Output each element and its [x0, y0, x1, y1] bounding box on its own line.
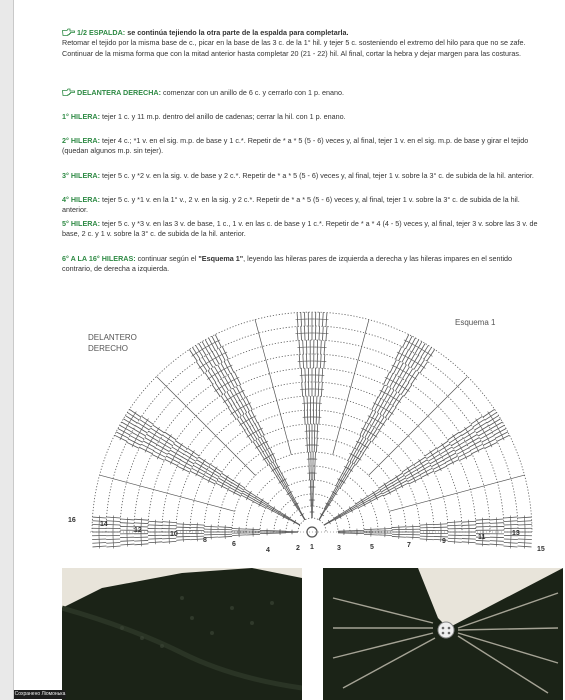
paragraph: comenzar con un anillo de 6 c. y cerrarlo con 1 p. enano. [161, 88, 344, 97]
row-number: 13 [512, 530, 520, 537]
row-instruction [62, 195, 542, 216]
garment-photo-left [62, 568, 302, 700]
section-espalda [62, 28, 542, 59]
row-number: 16 [68, 517, 76, 524]
row-number: 3 [337, 545, 341, 552]
row-number: 11 [478, 534, 486, 541]
paragraph: Continuar de la misma forma que con la mitad anterior hasta completar 20 (21 - 22) hil. Al final, cortar la hebra y dejar margen para las costuras. [62, 48, 522, 58]
section-heading: 1/2 ESPALDA: [77, 28, 126, 37]
row-label: 1° HILERA: [62, 112, 101, 121]
section-heading-rest: se continúa tejiendo la otra parte de la espalda para completarla. [125, 28, 349, 37]
row-number: 14 [100, 521, 108, 528]
pointing-hand-icon [62, 28, 75, 36]
row-text: , leyendo las hileras pares de izquierda a derecha y las hileras impares en el sentido contrario, de derecha a izquierda. [62, 254, 513, 274]
row-number: 1 [310, 544, 314, 551]
row-text: tejer 1 c. y 11 m.p. dentro del anillo de cadenas; cerrar la hil. con 1 p. enano. [100, 112, 346, 121]
row-number: 6 [232, 541, 236, 548]
row-label: 5° HILERA: [62, 219, 101, 228]
row-text: tejer 4 c.; *1 v. en el sig. m.p. de base y 1 c.*. Repetir de * a * 5 (5 - 6) veces y, al final, tejer 1 v. en el sig. m.p. de base y girar el tejido (quedan algunos m.p. sin tejer). [62, 136, 529, 156]
row-text: tejer 5 c. y *3 v. en las 3 v. de base, 1 c., 1 v. en las c. de base y 1 c.*. Repetir de * a * 4 (4 - 5) veces y, al final, tejer 3 v. sobre las 3 v. de base, 2 c. y 1 v. sobre la 3° c. de subida de la hil. anterior. [62, 219, 538, 239]
row-instruction [62, 112, 542, 122]
row-number: 4 [266, 547, 270, 554]
row-label: 3° HILERA: [62, 171, 101, 180]
row-instruction [62, 254, 542, 275]
pointing-hand-icon [62, 88, 75, 96]
section-delantera [62, 88, 542, 98]
row-number: 2 [296, 545, 300, 552]
paragraph: Retomar el tejido por la misma base de c., picar en la base de las 3 c. de la 1° hil. y tejer 5 c. sosteniendo el extremo del hilo para que no se zafe. [62, 38, 526, 48]
diagram-label-left: DERECHO [88, 344, 129, 353]
row-text: tejer 5 c. y *2 v. en la sig. v. de base y 2 c.*. Repetir de * a * 5 (5 - 6) veces y, al final, tejer 1 v. sobre la 3° c. de subida de la hil. anterior. [100, 171, 534, 180]
row-label: 4° HILERA: [62, 195, 101, 204]
crochet-diagram-svg [50, 290, 565, 555]
row-text: continuar según el [135, 254, 199, 263]
row-number: 7 [407, 542, 411, 549]
row-number: 10 [170, 531, 178, 538]
garment-photo-right [323, 568, 563, 700]
schema-reference: "Esquema 1" [198, 254, 244, 263]
row-instruction [62, 171, 542, 181]
row-number: 8 [203, 537, 207, 544]
row-number: 5 [370, 544, 374, 551]
section-heading: DELANTERA DERECHA: [77, 88, 161, 97]
credit-badge: Сохранено Ліомонька [14, 691, 66, 697]
row-number: 9 [442, 538, 446, 545]
diagram-label-left: DELANTERO [88, 333, 137, 342]
row-number: 12 [134, 527, 142, 534]
row-instruction [62, 219, 542, 240]
page-gutter [0, 0, 14, 700]
diagram-label-right: Esquema 1 [455, 318, 496, 327]
row-number: 15 [537, 546, 545, 553]
crochet-diagram [50, 290, 565, 555]
row-instruction [62, 136, 542, 157]
row-text: tejer 5 c. y *1 v. en la 1° v., 2 v. en la sig. y 2 c.*. Repetir de * a * 5 (5 - 6) veces y, al final, tejer 1 v. sobre la 3° c. de subida de la hil. anterior. [62, 195, 520, 215]
row-label: 6° A LA 16° HILERAS: [62, 254, 136, 263]
row-label: 2° HILERA: [62, 136, 101, 145]
